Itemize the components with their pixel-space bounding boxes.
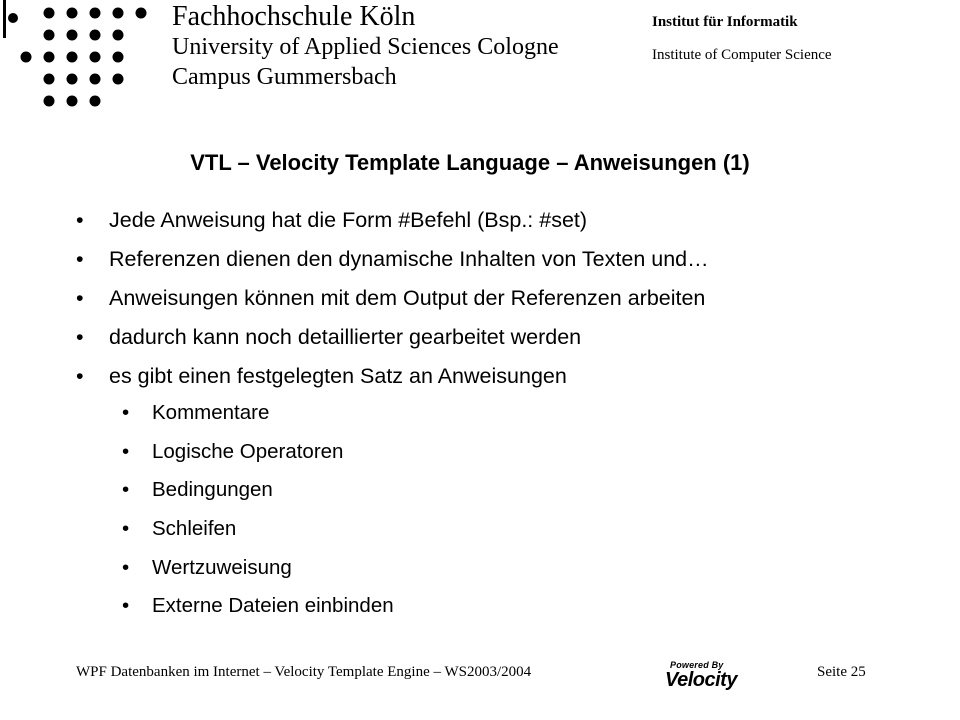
list-item — [76, 205, 709, 244]
university-name-english: University of Applied Sciences Cologne — [172, 34, 559, 60]
list-item — [76, 322, 709, 361]
bullet-icon: • — [76, 364, 84, 388]
list-item-text: Jede Anweisung hat die Form #Befehl (Bsp.: #set) — [109, 208, 588, 232]
institute-german: Institut für Informatik — [652, 14, 798, 30]
sub-bullet-list — [122, 398, 394, 630]
bullet-list — [76, 205, 709, 400]
slide-title: VTL – Velocity Template Language – Anweisungen (1) — [190, 150, 750, 175]
logo-dot — [113, 74, 124, 85]
bullet-icon: • — [122, 594, 130, 618]
university-name-german: Fachhochschule Köln — [172, 1, 416, 32]
logo-dot — [90, 96, 101, 107]
logo-dot — [90, 74, 101, 85]
bullet-icon: • — [122, 478, 130, 502]
logo-dot — [44, 96, 55, 107]
logo-dot — [21, 52, 32, 63]
list-item — [122, 398, 394, 437]
list-item-text: es gibt einen festgelegten Satz an Anweisungen — [109, 364, 567, 388]
page-number: Seite 25 — [817, 664, 866, 680]
list-item — [122, 591, 394, 630]
bullet-icon: • — [76, 208, 84, 232]
list-item — [122, 514, 394, 553]
bullet-icon: • — [122, 555, 130, 579]
list-item — [122, 553, 394, 592]
bullet-icon: • — [122, 439, 130, 463]
logo-dot — [90, 30, 101, 41]
logo-bar — [3, 0, 6, 38]
logo-dot — [113, 30, 124, 41]
list-item-text: Referenzen dienen den dynamische Inhalten von Texten und… — [109, 247, 709, 271]
logo-dot — [8, 13, 18, 23]
university-dot-logo — [0, 0, 160, 115]
velocity-logo — [662, 660, 738, 696]
list-item-text: Schleifen — [152, 517, 237, 541]
logo-dot — [44, 30, 55, 41]
logo-dot — [67, 74, 78, 85]
institute-english: Institute of Computer Science — [652, 47, 832, 63]
powered-by-text: Powered By — [670, 660, 724, 670]
logo-dot — [67, 52, 78, 63]
logo-dot — [113, 52, 124, 63]
list-item — [76, 244, 709, 283]
logo-dot — [44, 52, 55, 63]
campus-name: Campus Gummersbach — [172, 64, 397, 90]
university-name-block — [172, 2, 559, 92]
logo-dot — [44, 8, 55, 19]
list-item-text: Externe Dateien einbinden — [152, 594, 394, 618]
footer-course-title: WPF Datenbanken im Internet – Velocity Template Engine – WS2003/2004 — [76, 664, 532, 680]
list-item-text: Logische Operatoren — [152, 439, 344, 463]
list-item — [122, 437, 394, 476]
bullet-icon: • — [76, 286, 84, 310]
list-item — [76, 361, 709, 400]
logo-dot — [67, 96, 78, 107]
bullet-icon: • — [122, 401, 130, 424]
list-item — [122, 475, 394, 514]
list-item — [76, 283, 709, 322]
list-item-text: Bedingungen — [152, 478, 273, 502]
list-item-text: dadurch kann noch detaillierter gearbeitet werden — [109, 325, 582, 349]
logo-dot — [90, 8, 101, 19]
list-item-text: Kommentare — [152, 401, 270, 424]
velocity-wordmark: Velocity — [665, 669, 737, 691]
bullet-icon: • — [76, 325, 84, 349]
logo-dot — [67, 30, 78, 41]
logo-dot — [44, 74, 55, 85]
logo-dot — [136, 8, 147, 19]
logo-dot — [67, 8, 78, 19]
bullet-icon: • — [76, 247, 84, 271]
institute-block — [652, 12, 832, 65]
list-item-text: Wertzuweisung — [152, 555, 292, 579]
logo-dot — [90, 52, 101, 63]
list-item-text: Anweisungen können mit dem Output der Referenzen arbeiten — [109, 286, 706, 310]
logo-dot — [113, 8, 124, 19]
bullet-icon: • — [122, 517, 130, 541]
